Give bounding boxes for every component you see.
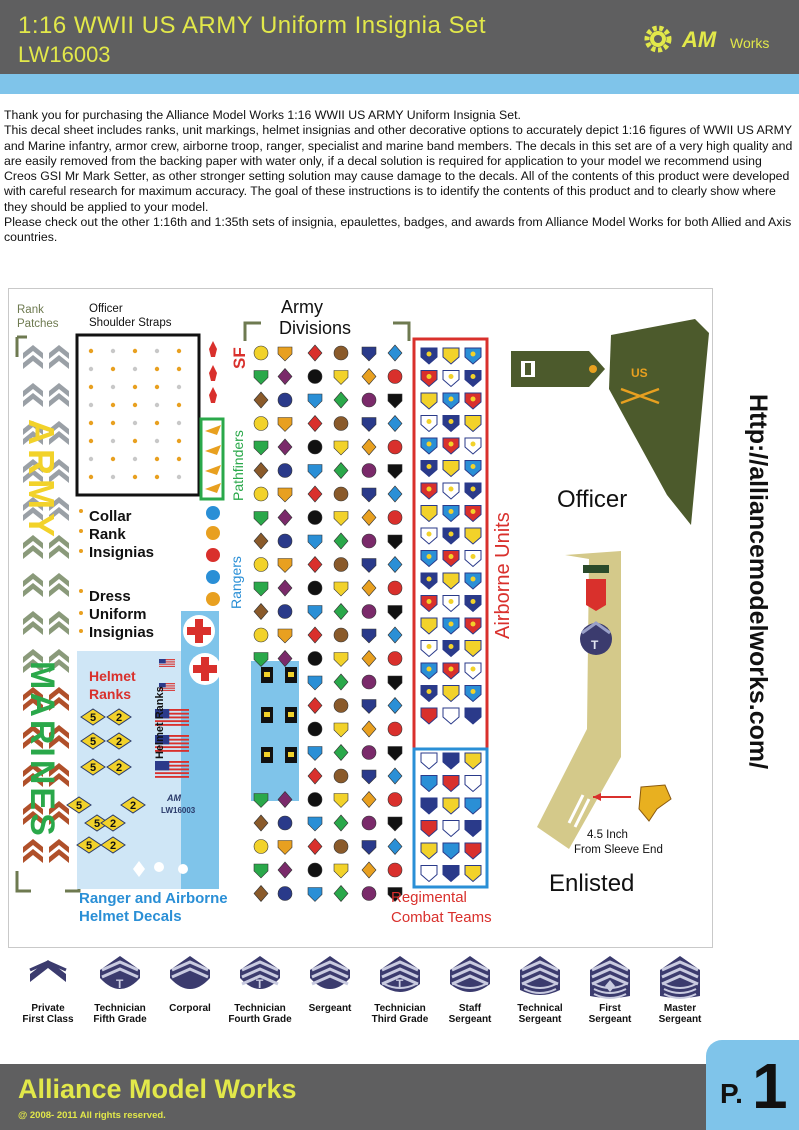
header-accent-bar [0, 74, 799, 94]
airborne-patch-grid [421, 348, 481, 882]
svg-text:5: 5 [90, 736, 97, 748]
svg-text:5: 5 [94, 818, 101, 830]
svg-text:5: 5 [90, 762, 97, 774]
page-prefix: P. [720, 1078, 743, 1109]
gear-icon [647, 28, 669, 50]
rank-label-line1: Staff [458, 1003, 482, 1014]
page-number-badge [706, 1040, 799, 1130]
rank-label-line1: First [599, 1003, 621, 1014]
footer-brand: Alliance Model Works [18, 1074, 297, 1104]
rank-label-line1: Private [31, 1003, 65, 1014]
rank-label-line1: Sergeant [308, 1003, 352, 1014]
svg-text:2: 2 [116, 736, 123, 748]
rank-label-line2: Fourth Grade [228, 1014, 292, 1025]
army-divisions-2: Divisions [279, 318, 352, 338]
rank-label-line1: Master [663, 1003, 697, 1014]
rank-chevron-icon [98, 952, 142, 1000]
officer-shoulder-straps [77, 303, 199, 495]
svg-text:T: T [116, 977, 124, 991]
rank-insignia-6 [432, 952, 508, 1025]
officer-uniform-illustration [511, 319, 709, 525]
page-header [0, 0, 799, 74]
airborne-units-label: Airborne Units [492, 512, 514, 639]
svg-text:5: 5 [76, 800, 83, 812]
rank-label-line2: Fifth Grade [93, 1014, 147, 1025]
intro-paragraph-2: This decal sheet includes ranks, unit markings, helmet insignias and other decorative options to accurately depict 1:16 figures of WWII US ARMY and Marine infantry, armor crew, airborne troop, ranger, specialist and marine band members. The decals in this set are of a very high quality and are easily removed from the backing paper with water only, if a decal solution is required for application to your model we recommend using Creos GSI Mr Mark Setter, as other stronger setting solution may cause damage to the decals. All of the contents of this product were developed with careful research for maximum accuracy. The goal of these instructions is to identify the contents of this product and to clearly show where they should be applied to your model. [4, 123, 793, 214]
rank-chevron-icon [168, 952, 212, 1000]
svg-text:5: 5 [86, 840, 93, 852]
sleeve-note-2: From Sleeve End [574, 844, 663, 856]
enlisted-label: Enlisted [549, 870, 635, 897]
rank-label-line1: Corporal [169, 1003, 211, 1014]
website-url-vertical [740, 394, 780, 934]
website-url: Http://alliancemodelworks.com/ [744, 394, 772, 770]
svg-text:2: 2 [110, 840, 117, 852]
army-divisions-1: Army [281, 297, 323, 317]
rank-patches-label-2: Patches [17, 318, 59, 330]
svg-text:T: T [396, 977, 404, 991]
footer-copyright: @ 2008- 2011 All rights reserved. [18, 1110, 166, 1121]
decal-sheet [8, 288, 713, 948]
rank-insignia-9 [642, 952, 718, 1025]
rank-chevron-icon [308, 952, 352, 1000]
logo-am: AM [682, 27, 717, 52]
rank-chevron-icon [658, 952, 702, 1000]
rank-label-line1: Technician [234, 1003, 286, 1014]
rangers-label: Rangers [228, 556, 244, 609]
collar-rank-2: Rank [89, 526, 126, 543]
rank-patches-label-1: Rank [17, 304, 44, 316]
enlisted-sleeve-illustration [537, 551, 671, 897]
army-vertical-text: ARMY [21, 419, 62, 541]
ranger-airborne-2: Helmet Decals [79, 908, 182, 925]
rank-insignia-5 [362, 952, 438, 1025]
sf-label: SF [230, 347, 249, 369]
marines-vertical-text: MARINES [23, 661, 61, 839]
rank-insignia-1 [82, 952, 158, 1025]
rank-label-line2: Sergeant [448, 1014, 492, 1025]
regimental-2: Combat Teams [391, 909, 492, 926]
svg-text:2: 2 [130, 800, 137, 812]
page-footer [0, 1064, 799, 1130]
svg-text:5: 5 [90, 712, 97, 724]
sheet-logo-label: AM [167, 793, 181, 803]
rank-label-line2: First Class [22, 1014, 74, 1025]
rank-insignia-3 [222, 952, 298, 1025]
rank-chevron-icon [518, 952, 562, 1000]
helmet-ranks-red-2: Ranks [89, 686, 132, 702]
brand-logo [642, 22, 792, 56]
division-patch-grid [254, 345, 402, 902]
rank-label-line2: Third Grade [371, 1014, 429, 1025]
rank-label-line1: Technician [94, 1003, 146, 1014]
svg-text:T: T [591, 638, 599, 652]
svg-text:2: 2 [116, 712, 123, 724]
svg-text:2: 2 [110, 818, 117, 830]
rank-chevron-icon [238, 952, 282, 1000]
rank-insignia-2 [152, 952, 228, 1014]
intro-text [4, 108, 796, 246]
regimental-1: Regimental [391, 889, 467, 906]
dress-uniform-3: Insignias [89, 624, 155, 641]
rank-chevron-icon [378, 952, 422, 1000]
product-title: 1:16 WWII US ARMY Uniform Insignia Set [18, 12, 487, 39]
dress-uniform-1: Dress [89, 588, 131, 605]
svg-text:T: T [256, 977, 264, 991]
sheet-code-label: LW16003 [161, 806, 196, 815]
rank-label-line2: Sergeant [658, 1014, 702, 1025]
officer-straps-label-2: Shoulder Straps [89, 317, 172, 329]
helmet-ranks-red-1: Helmet [89, 668, 136, 684]
helmet-ranks-vertical: Helmet Ranks [154, 686, 166, 759]
rank-chevron-icon [448, 952, 492, 1000]
rank-label-line1: Technician [374, 1003, 426, 1014]
officer-label: Officer [557, 486, 628, 513]
rank-insignia-7 [502, 952, 578, 1025]
officer-straps-label-1: Officer [89, 303, 123, 315]
pathfinders-label: Pathfinders [230, 430, 246, 501]
collar-rank-1: Collar [89, 508, 132, 525]
intro-paragraph-1: Thank you for purchasing the Alliance Model Works 1:16 WWII US ARMY Uniform Insignia Set. [4, 108, 521, 122]
page-number: 1 [752, 1050, 788, 1122]
enlisted-ranks-row [0, 952, 799, 1032]
rank-label-line1: Technical [517, 1003, 563, 1014]
intro-paragraph-3: Please check out the other 1:16th and 1:35th sets of insignia, epaulettes, badges, and awards from Alliance Model Works for both Allied and Axis countries. [4, 215, 792, 245]
rank-insignia-4 [292, 952, 368, 1014]
logo-works: Works [730, 35, 770, 51]
rank-chevron-icon [588, 952, 632, 1000]
ranger-airborne-1: Ranger and Airborne [79, 890, 228, 907]
rank-chevron-icon [26, 952, 70, 1000]
product-code: LW16003 [18, 42, 111, 67]
collar-rank-3: Insignias [89, 544, 155, 561]
sleeve-note-1: 4.5 Inch [587, 829, 628, 841]
dress-uniform-2: Uniform [89, 606, 147, 623]
svg-text:2: 2 [116, 762, 123, 774]
epaulette-us: US [631, 366, 648, 380]
rank-insignia-0 [10, 952, 86, 1025]
rank-label-line2: Sergeant [588, 1014, 632, 1025]
decal-sheet-art [9, 289, 712, 947]
rank-insignia-8 [572, 952, 648, 1025]
rank-label-line2: Sergeant [518, 1014, 562, 1025]
